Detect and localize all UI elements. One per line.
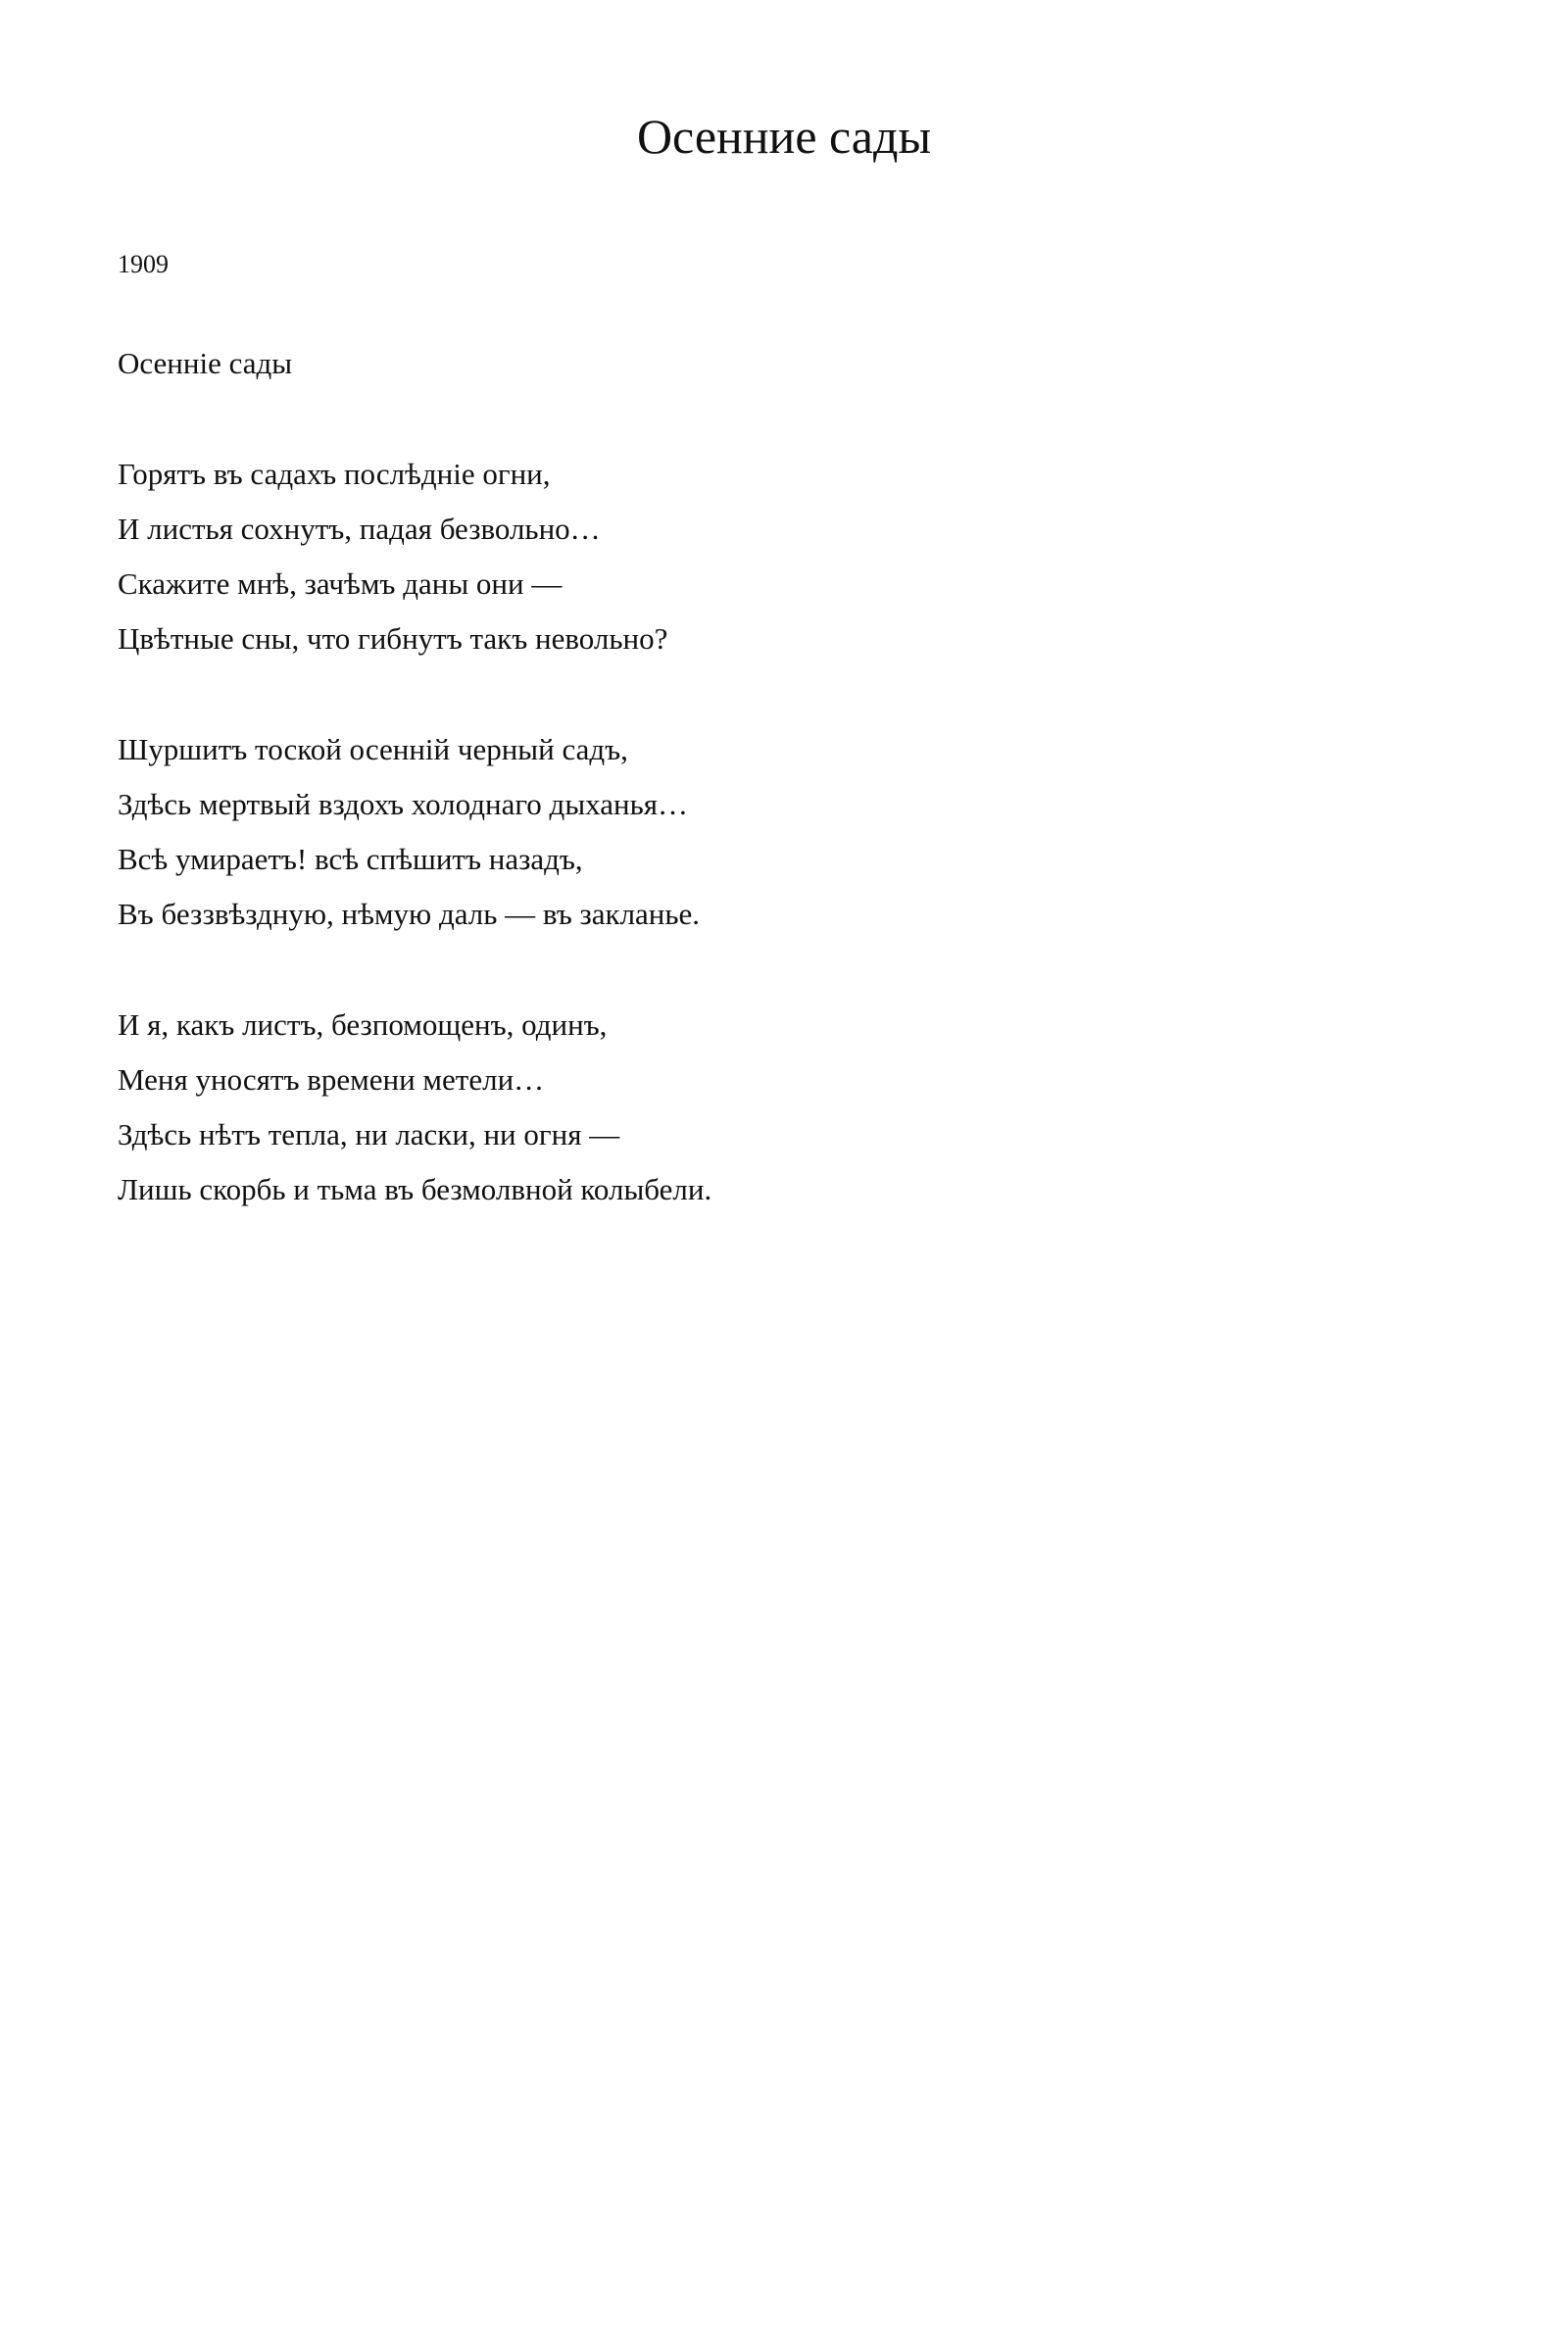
stanza-3 xyxy=(118,998,711,1217)
poem-line: Лишь скорбь и тьма въ безмолвной колыбели. xyxy=(118,1172,712,1206)
poem-line: Меня уносятъ времени метели… xyxy=(118,1062,545,1097)
poem-line: Всѣ умираетъ! всѣ спѣшитъ назадъ, xyxy=(118,842,583,876)
stanza-2 xyxy=(118,722,700,942)
poem-line: Горятъ въ садахъ послѣдніе огни, xyxy=(118,457,551,491)
poem-year: 1909 xyxy=(118,250,169,278)
poem-line: Здѣсь мертвый вздохъ холоднаго дыханья… xyxy=(118,787,688,821)
poem-line: Цвѣтные сны, что гибнутъ такъ невольно? xyxy=(118,621,668,656)
poem-line: И листья сохнутъ, падая безвольно… xyxy=(118,512,601,546)
stanza-1 xyxy=(118,447,667,666)
poem-title: Осенніе сады xyxy=(118,346,293,380)
poem-line: И я, какъ листъ, безпомощенъ, одинъ, xyxy=(118,1007,608,1042)
poem-line: Скажите мнѣ, зачѣмъ даны они — xyxy=(118,566,563,601)
page-title: Осенние сады xyxy=(636,109,932,164)
poem-line: Здѣсь нѣтъ тепла, ни ласки, ни огня — xyxy=(118,1117,620,1152)
poem-line: Шуршитъ тоской осенній черный садъ, xyxy=(118,732,628,766)
poem-line: Въ беззвѣздную, нѣмую даль — въ закланье. xyxy=(118,897,701,931)
